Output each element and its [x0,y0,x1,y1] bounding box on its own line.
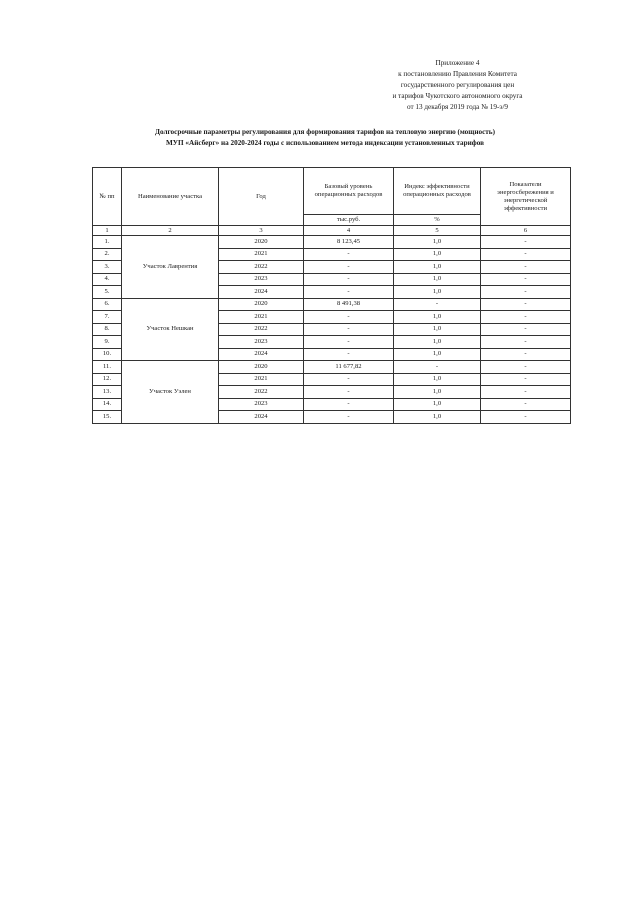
column-number: 4 [304,226,394,236]
row-number: 13. [93,386,122,399]
header-site: Наименование участка [122,168,219,226]
site-name: Участок Лаврентия [122,236,219,299]
column-number: 3 [219,226,304,236]
row-year: 2022 [219,386,304,399]
row-number: 8. [93,323,122,336]
header-energy-indicators: Показатели энергосбережения и энергетической эффективности [481,168,571,226]
row-base-level: - [304,386,394,399]
row-base-level: - [304,348,394,361]
appendix-line: и тарифов Чукотского автономного округа [392,92,523,100]
row-base-level: - [304,336,394,349]
row-base-level: - [304,286,394,299]
document-title [90,127,560,148]
column-number: 1 [93,226,122,236]
row-energy-indicator: - [481,248,571,261]
row-efficiency-index: 1,0 [394,236,481,249]
row-efficiency-index: 1,0 [394,248,481,261]
row-energy-indicator: - [481,311,571,324]
row-efficiency-index: 1,0 [394,398,481,411]
row-energy-indicator: - [481,286,571,299]
row-number: 15. [93,411,122,424]
row-efficiency-index: 1,0 [394,411,481,424]
row-efficiency-index: 1,0 [394,348,481,361]
row-number: 5. [93,286,122,299]
row-base-level: 8 491,38 [304,298,394,311]
row-year: 2021 [219,311,304,324]
header-base-level: Базовый уровень операционных расходов [304,168,394,215]
row-base-level: - [304,273,394,286]
row-number: 7. [93,311,122,324]
document-title-line-1: Долгосрочные параметры регулирования для формирования тарифов на тепловую энергию (мощность) [155,128,495,136]
row-energy-indicator: - [481,236,571,249]
row-number: 3. [93,261,122,274]
row-year: 2024 [219,348,304,361]
row-energy-indicator: - [481,373,571,386]
row-year: 2023 [219,398,304,411]
row-year: 2021 [219,373,304,386]
appendix-line: к постановлению Правления Комитета [398,70,517,78]
row-efficiency-index: 1,0 [394,273,481,286]
row-year: 2020 [219,236,304,249]
appendix-line: государственного регулирования цен [400,81,515,89]
appendix-block [370,58,545,113]
row-base-level: 8 123,45 [304,236,394,249]
row-energy-indicator: - [481,361,571,374]
table-row [93,361,571,374]
row-number: 1. [93,236,122,249]
row-base-level: - [304,323,394,336]
appendix-line: от 13 декабря 2019 года № 19-э/9 [406,103,509,111]
row-energy-indicator: - [481,398,571,411]
row-year: 2021 [219,248,304,261]
column-number: 6 [481,226,571,236]
row-number: 4. [93,273,122,286]
row-energy-indicator: - [481,298,571,311]
column-number: 5 [394,226,481,236]
row-efficiency-index: - [394,298,481,311]
site-name: Участок Нешкан [122,298,219,361]
row-energy-indicator: - [481,348,571,361]
row-year: 2023 [219,273,304,286]
row-base-level: - [304,398,394,411]
row-energy-indicator: - [481,386,571,399]
row-energy-indicator: - [481,261,571,274]
column-number: 2 [122,226,219,236]
row-year: 2022 [219,261,304,274]
row-energy-indicator: - [481,336,571,349]
header-efficiency-index: Индекс эффективности операционных расходов [394,168,481,215]
row-energy-indicator: - [481,323,571,336]
row-year: 2023 [219,336,304,349]
row-efficiency-index: 1,0 [394,311,481,324]
table-row [93,236,571,249]
row-base-level: - [304,261,394,274]
row-number: 11. [93,361,122,374]
row-number: 2. [93,248,122,261]
row-number: 9. [93,336,122,349]
row-base-level: - [304,373,394,386]
header-year: Год [219,168,304,226]
row-base-level: 11 677,82 [304,361,394,374]
unit-efficiency-index: % [394,215,481,226]
row-year: 2020 [219,298,304,311]
header-num: № пп [93,168,122,226]
parameters-table [92,167,571,424]
row-efficiency-index: - [394,361,481,374]
row-year: 2024 [219,286,304,299]
row-number: 14. [93,398,122,411]
row-base-level: - [304,411,394,424]
row-year: 2020 [219,361,304,374]
row-year: 2024 [219,411,304,424]
row-energy-indicator: - [481,411,571,424]
column-numbers-row [93,226,571,236]
unit-base-level: тыс.руб. [304,215,394,226]
row-year: 2022 [219,323,304,336]
row-efficiency-index: 1,0 [394,386,481,399]
row-base-level: - [304,248,394,261]
row-number: 12. [93,373,122,386]
row-base-level: - [304,311,394,324]
row-energy-indicator: - [481,273,571,286]
document-title-line-2: МУП «Айсберг» на 2020-2024 годы с использованием метода индексации установленных тарифов [165,138,484,147]
row-number: 6. [93,298,122,311]
row-efficiency-index: 1,0 [394,261,481,274]
row-efficiency-index: 1,0 [394,373,481,386]
appendix-line: Приложение 4 [435,59,480,67]
row-efficiency-index: 1,0 [394,336,481,349]
site-name: Участок Уэлен [122,361,219,424]
row-efficiency-index: 1,0 [394,286,481,299]
row-number: 10. [93,348,122,361]
row-efficiency-index: 1,0 [394,323,481,336]
table-row [93,298,571,311]
